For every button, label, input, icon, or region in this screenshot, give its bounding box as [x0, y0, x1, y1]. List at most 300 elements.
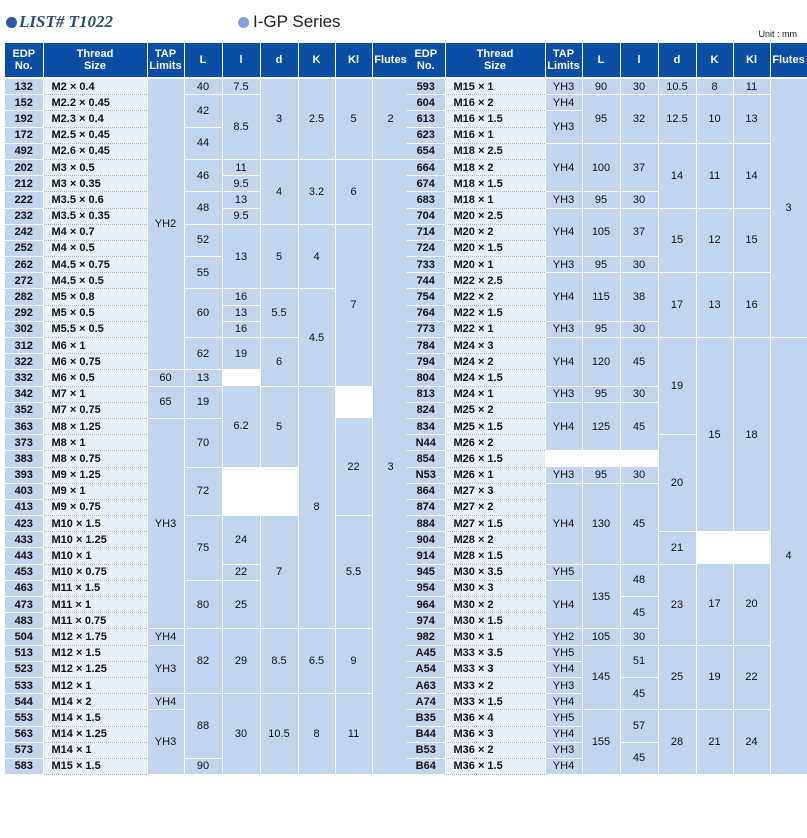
cell-tap-limits: 60 [147, 370, 184, 386]
cell-edp-no: 383 [5, 451, 43, 467]
cell-thread-size: M2 × 0.4 [43, 78, 147, 95]
cell-length-L: 62 [184, 338, 222, 370]
cell-edp-no: 824 [407, 402, 445, 418]
cell-edp-no: 704 [407, 208, 445, 224]
cell-length-L: 120 [582, 338, 620, 387]
table-row [5, 629, 409, 645]
cell-edp-no: 914 [407, 548, 445, 564]
cell-K: 21 [696, 710, 733, 775]
cell-length-L: 90 [184, 758, 222, 774]
cell-length-l: 8.5 [222, 95, 260, 160]
cell-tap-limits: YH3 [147, 645, 184, 694]
cell-thread-size: M3 × 0.35 [43, 176, 147, 192]
cell-thread-size: M4.5 × 0.5 [43, 273, 147, 289]
cell-length-L: 82 [184, 629, 222, 694]
cell-edp-no: 463 [5, 580, 43, 596]
cell-edp-no: 332 [5, 370, 43, 386]
cell-diameter-d: 5 [260, 224, 298, 289]
cell-length-L: 105 [582, 208, 620, 257]
cell-tap-limits: YH3 [545, 742, 582, 758]
cell-edp-no: 904 [407, 532, 445, 548]
column-header-flutes: Flutes [770, 43, 807, 78]
cell-edp-no: 533 [5, 677, 43, 693]
cell-thread-size: M33 × 2 [445, 677, 545, 693]
cell-thread-size: M6 × 1 [43, 338, 147, 354]
column-header-Kl: Kl [335, 43, 372, 78]
cell-edp-no: 222 [5, 192, 43, 208]
cell-length-L: 95 [582, 257, 620, 273]
cell-tap-limits: YH3 [545, 111, 582, 143]
cell-edp-no: B44 [407, 726, 445, 742]
cell-Kl: 22 [733, 645, 770, 710]
cell-thread-size: M2.6 × 0.45 [43, 143, 147, 159]
cell-length-l: 22 [222, 564, 260, 580]
cell-length-L: 72 [184, 467, 222, 516]
cell-tap-limits: YH3 [147, 710, 184, 775]
cell-length-l: 9.5 [222, 176, 260, 192]
cell-edp-no: 813 [407, 386, 445, 402]
cell-thread-size: M12 × 1.25 [43, 661, 147, 677]
cell-Kl: 6 [335, 159, 372, 224]
cell-length-l: 13 [222, 192, 260, 208]
cell-thread-size: M4 × 0.7 [43, 224, 147, 240]
column-header-tap-limits: TAP Limits [147, 43, 184, 78]
cell-thread-size: M14 × 1.5 [43, 710, 147, 726]
column-header-length-L: L [184, 43, 222, 78]
cell-thread-size: M9 × 0.75 [43, 499, 147, 515]
cell-length-l: 37 [620, 143, 658, 192]
cell-tap-limits: YH3 [545, 78, 582, 95]
table-row [407, 338, 807, 354]
cell-tap-limits: YH4 [545, 694, 582, 710]
cell-thread-size: M8 × 1.25 [43, 418, 147, 434]
cell-edp-no: 683 [407, 192, 445, 208]
cell-thread-size: M26 × 2 [445, 435, 545, 451]
cell-length-L: 115 [582, 273, 620, 322]
cell-tap-limits: 65 [147, 386, 184, 418]
cell-edp-no: 945 [407, 564, 445, 580]
cell-diameter-d: 3 [260, 78, 298, 159]
cell-diameter-d: 25 [658, 645, 696, 710]
cell-diameter-d: 5 [260, 386, 298, 467]
cell-length-L: 13 [184, 370, 222, 386]
cell-diameter-d: 23 [658, 564, 696, 645]
cell-edp-no: 724 [407, 240, 445, 256]
cell-tap-limits: YH3 [545, 192, 582, 208]
cell-tap-limits: YH4 [545, 208, 582, 257]
cell-thread-size: M30 × 3.5 [445, 564, 545, 580]
list-number-heading [6, 10, 113, 34]
column-header-K: K [696, 43, 733, 78]
column-header-thread-size: Thread Size [445, 43, 545, 78]
cell-thread-size: M20 × 2.5 [445, 208, 545, 224]
cell-edp-no: 312 [5, 338, 43, 354]
cell-Kl: 11 [733, 78, 770, 95]
cell-thread-size: M16 × 1.5 [445, 111, 545, 127]
cell-edp-no: 854 [407, 451, 445, 467]
cell-thread-size: M3 × 0.5 [43, 159, 147, 175]
column-header-diameter-d: d [658, 43, 696, 78]
cell-tap-limits: YH5 [545, 710, 582, 726]
cell-thread-size: M5 × 0.8 [43, 289, 147, 305]
cell-K: 19 [696, 645, 733, 710]
column-header-edp-no: EDP No. [5, 43, 43, 78]
cell-K: 8 [696, 78, 733, 95]
cell-tap-limits: YH2 [545, 629, 582, 645]
cell-diameter-d: 20 [658, 435, 696, 532]
cell-thread-size: M36 × 1.5 [445, 758, 545, 774]
cell-length-l: 30 [620, 386, 658, 402]
cell-thread-size: M10 × 0.75 [43, 564, 147, 580]
cell-edp-no: 754 [407, 289, 445, 305]
cell-edp-no: 764 [407, 305, 445, 321]
cell-thread-size: M2.5 × 0.45 [43, 127, 147, 143]
cell-edp-no: 363 [5, 418, 43, 434]
cell-length-l: 25 [222, 580, 260, 629]
cell-K: 6.5 [298, 629, 335, 694]
cell-edp-no: 192 [5, 111, 43, 127]
cell-Kl: 11 [335, 694, 372, 775]
table-row [407, 208, 807, 224]
cell-edp-no: 202 [5, 159, 43, 175]
table-row [5, 224, 409, 240]
header-row [5, 43, 409, 78]
cell-length-L: 70 [184, 418, 222, 467]
cell-K: 11 [696, 143, 733, 208]
cell-thread-size: M11 × 0.75 [43, 613, 147, 629]
cell-thread-size: M2.2 × 0.45 [43, 95, 147, 111]
cell-diameter-d: 6 [260, 338, 298, 387]
cell-edp-no: 623 [407, 127, 445, 143]
cell-length-L: 60 [184, 289, 222, 338]
cell-length-L: 42 [184, 95, 222, 127]
cell-edp-no: 352 [5, 402, 43, 418]
cell-thread-size: M2.3 × 0.4 [43, 111, 147, 127]
cell-Kl: 13 [733, 95, 770, 144]
table-row [5, 159, 409, 175]
cell-thread-size: M14 × 1 [43, 742, 147, 758]
cell-thread-size: M27 × 3 [445, 483, 545, 499]
cell-edp-no: 834 [407, 418, 445, 434]
cell-flutes: 3 [372, 159, 409, 774]
cell-thread-size: M18 × 1 [445, 192, 545, 208]
cell-thread-size: M6 × 0.75 [43, 354, 147, 370]
cell-edp-no: 573 [5, 742, 43, 758]
table-row [407, 564, 807, 580]
cell-thread-size: M24 × 3 [445, 338, 545, 354]
cell-edp-no: 563 [5, 726, 43, 742]
cell-edp-no: 884 [407, 516, 445, 532]
cell-thread-size: M27 × 2 [445, 499, 545, 515]
column-header-length-l: l [620, 43, 658, 78]
cell-diameter-d: 15 [658, 208, 696, 273]
cell-edp-no: 523 [5, 661, 43, 677]
cell-edp-no: 804 [407, 370, 445, 386]
cell-edp-no: 282 [5, 289, 43, 305]
cell-tap-limits: YH4 [545, 726, 582, 742]
cell-edp-no: 593 [407, 78, 445, 95]
cell-K: 3.2 [298, 159, 335, 224]
cell-edp-no: 954 [407, 580, 445, 596]
cell-thread-size: M3.5 × 0.6 [43, 192, 147, 208]
cell-thread-size: M25 × 2 [445, 402, 545, 418]
cell-edp-no: B64 [407, 758, 445, 774]
cell-thread-size: M18 × 2 [445, 159, 545, 175]
cell-edp-no: 433 [5, 532, 43, 548]
cell-diameter-d: 12.5 [658, 95, 696, 144]
cell-tap-limits: YH4 [545, 143, 582, 192]
cell-edp-no: A54 [407, 661, 445, 677]
cell-thread-size: M5.5 × 0.5 [43, 321, 147, 337]
cell-thread-size: M22 × 2.5 [445, 273, 545, 289]
cell-edp-no: 784 [407, 338, 445, 354]
cell-tap-limits: YH4 [147, 629, 184, 645]
cell-edp-no: 272 [5, 273, 43, 289]
cell-tap-limits: YH3 [545, 467, 582, 483]
cell-edp-no: 864 [407, 483, 445, 499]
cell-length-l: 11 [222, 159, 260, 175]
series-heading [238, 10, 341, 34]
cell-thread-size: M30 × 3 [445, 580, 545, 596]
unit-label: Unit : mm [758, 29, 797, 39]
cell-thread-size: M33 × 3.5 [445, 645, 545, 661]
cell-edp-no: 212 [5, 176, 43, 192]
cell-length-L: 135 [582, 564, 620, 629]
cell-thread-size: M9 × 1.25 [43, 467, 147, 483]
cell-diameter-d: 7 [260, 516, 298, 629]
cell-length-l: 16 [222, 321, 260, 337]
cell-thread-size: M36 × 2 [445, 742, 545, 758]
cell-thread-size: M10 × 1.5 [43, 516, 147, 532]
cell-thread-size: M30 × 1.5 [445, 613, 545, 629]
cell-edp-no: A45 [407, 645, 445, 661]
list-number-label: LIST# T1022 [19, 12, 113, 31]
cell-Kl: 24 [733, 710, 770, 775]
cell-thread-size: M24 × 1 [445, 386, 545, 402]
cell-thread-size: M14 × 1.25 [43, 726, 147, 742]
cell-edp-no: A74 [407, 694, 445, 710]
cell-edp-no: 252 [5, 240, 43, 256]
cell-length-L: 95 [582, 321, 620, 337]
cell-length-l: 29 [222, 629, 260, 694]
cell-Kl: 22 [335, 418, 372, 515]
tap-spec-table-right [407, 43, 807, 775]
cell-thread-size: M24 × 1.5 [445, 370, 545, 386]
cell-length-l: 45 [620, 402, 658, 451]
cell-thread-size: M7 × 1 [43, 386, 147, 402]
cell-thread-size: M11 × 1.5 [43, 580, 147, 596]
cell-thread-size: M11 × 1 [43, 597, 147, 613]
cell-edp-no: 794 [407, 354, 445, 370]
cell-thread-size: M30 × 2 [445, 597, 545, 613]
cell-tap-limits: YH4 [545, 95, 582, 111]
cell-edp-no: 413 [5, 499, 43, 515]
cell-edp-no: 302 [5, 321, 43, 337]
cell-edp-no: 443 [5, 548, 43, 564]
cell-thread-size: M20 × 1 [445, 257, 545, 273]
cell-length-L: 125 [582, 402, 620, 451]
cell-diameter-d: 17 [658, 273, 696, 338]
cell-edp-no: N53 [407, 467, 445, 483]
cell-thread-size: M14 × 2 [43, 694, 147, 710]
cell-thread-size: M20 × 2 [445, 224, 545, 240]
cell-length-L: 95 [582, 192, 620, 208]
cell-edp-no: N44 [407, 435, 445, 451]
cell-edp-no: 664 [407, 159, 445, 175]
column-header-length-L: L [582, 43, 620, 78]
cell-length-l: 24 [222, 516, 260, 565]
cell-length-L: 75 [184, 516, 222, 581]
cell-K: 15 [696, 338, 733, 532]
cell-flutes: 3 [770, 78, 807, 338]
cell-edp-no: 544 [5, 694, 43, 710]
table-row [407, 78, 807, 95]
cell-thread-size: M4 × 0.5 [43, 240, 147, 256]
cell-K: 8 [298, 694, 335, 775]
cell-length-L: 95 [582, 386, 620, 402]
table-row [5, 694, 409, 710]
cell-length-l: 57 [620, 710, 658, 742]
cell-tap-limits: YH3 [147, 418, 184, 628]
cell-edp-no: 393 [5, 467, 43, 483]
bullet-icon [6, 17, 17, 28]
cell-length-L: 48 [184, 192, 222, 224]
cell-K: 4 [298, 224, 335, 289]
cell-tap-limits: YH3 [545, 386, 582, 402]
cell-thread-size: M27 × 1.5 [445, 516, 545, 532]
cell-thread-size: M33 × 1.5 [445, 694, 545, 710]
cell-length-L: 44 [184, 127, 222, 159]
cell-length-l: 45 [620, 597, 658, 629]
cell-edp-no: 342 [5, 386, 43, 402]
cell-edp-no: 744 [407, 273, 445, 289]
cell-tap-limits: YH5 [545, 645, 582, 661]
cell-length-L: 105 [582, 629, 620, 645]
cell-length-L: 19 [184, 386, 222, 418]
cell-flutes: 4 [770, 338, 807, 775]
cell-edp-no: A63 [407, 677, 445, 693]
cell-K: 17 [696, 564, 733, 645]
cell-length-L: 155 [582, 710, 620, 775]
cell-edp-no: 654 [407, 143, 445, 159]
cell-diameter-d: 5.5 [260, 289, 298, 338]
table-row [407, 95, 807, 111]
column-header-edp-no: EDP No. [407, 43, 445, 78]
cell-edp-no: 733 [407, 257, 445, 273]
cell-K: 4.5 [298, 289, 335, 386]
cell-length-l: 30 [620, 78, 658, 95]
cell-thread-size: M15 × 1.5 [43, 758, 147, 774]
table-row [5, 78, 409, 95]
tap-spec-table-left [5, 43, 410, 775]
cell-thread-size: M36 × 4 [445, 710, 545, 726]
cell-length-l: 30 [620, 192, 658, 208]
cell-diameter-d: 28 [658, 710, 696, 775]
cell-edp-no: 982 [407, 629, 445, 645]
cell-thread-size: M24 × 2 [445, 354, 545, 370]
cell-thread-size: M22 × 1.5 [445, 305, 545, 321]
cell-edp-no: 714 [407, 224, 445, 240]
cell-K: 10 [696, 95, 733, 144]
cell-diameter-d: 10.5 [260, 694, 298, 775]
cell-Kl: 7 [335, 224, 372, 386]
cell-edp-no: 604 [407, 95, 445, 111]
cell-tap-limits: YH3 [545, 677, 582, 693]
cell-thread-size: M26 × 1.5 [445, 451, 545, 467]
cell-edp-no: 242 [5, 224, 43, 240]
cell-edp-no: 483 [5, 613, 43, 629]
table-row [5, 418, 409, 434]
cell-edp-no: 613 [407, 111, 445, 127]
cell-diameter-d: 14 [658, 143, 696, 208]
cell-diameter-d: 8.5 [260, 629, 298, 694]
cell-thread-size: M20 × 1.5 [445, 240, 545, 256]
cell-edp-no: 964 [407, 597, 445, 613]
cell-Kl: 5 [335, 78, 372, 159]
cell-length-l: 6.2 [222, 386, 260, 467]
cell-tap-limits: YH2 [147, 78, 184, 370]
cell-diameter-d: 21 [658, 532, 696, 564]
column-header-K: K [298, 43, 335, 78]
cell-length-L: 130 [582, 483, 620, 564]
cell-K: 13 [696, 273, 733, 338]
cell-length-l: 45 [620, 483, 658, 564]
cell-thread-size: M16 × 1 [445, 127, 545, 143]
cell-length-l: 30 [222, 694, 260, 775]
cell-Kl: 5.5 [335, 516, 372, 629]
bullet-icon [238, 17, 249, 28]
cell-edp-no: 292 [5, 305, 43, 321]
cell-edp-no: 262 [5, 257, 43, 273]
cell-K: 2.5 [298, 78, 335, 159]
cell-tap-limits: YH4 [147, 694, 184, 710]
cell-length-l: 37 [620, 208, 658, 257]
cell-thread-size: M28 × 2 [445, 532, 545, 548]
column-header-Kl: Kl [733, 43, 770, 78]
header-row [407, 43, 807, 78]
cell-length-l: 13 [222, 305, 260, 321]
cell-tap-limits: YH4 [545, 580, 582, 629]
cell-length-l: 30 [620, 321, 658, 337]
table-row [407, 710, 807, 726]
cell-edp-no: 874 [407, 499, 445, 515]
cell-thread-size: M8 × 0.75 [43, 451, 147, 467]
cell-edp-no: 513 [5, 645, 43, 661]
table-row [407, 143, 807, 159]
cell-length-L: 95 [582, 95, 620, 144]
cell-length-l: 30 [620, 257, 658, 273]
cell-length-l: 32 [620, 95, 658, 144]
cell-length-l: 48 [620, 564, 658, 596]
cell-thread-size: M16 × 2 [445, 95, 545, 111]
cell-thread-size: M30 × 1 [445, 629, 545, 645]
cell-tap-limits: YH4 [545, 758, 582, 774]
cell-Kl: 16 [733, 273, 770, 338]
cell-Kl: 14 [733, 143, 770, 208]
cell-thread-size: M10 × 1.25 [43, 532, 147, 548]
cell-edp-no: 132 [5, 78, 43, 95]
cell-thread-size: M22 × 2 [445, 289, 545, 305]
cell-length-l: 9.5 [222, 208, 260, 224]
cell-tap-limits: YH5 [545, 564, 582, 580]
cell-thread-size: M8 × 1 [43, 435, 147, 451]
cell-K: 8 [298, 386, 335, 629]
cell-thread-size: M4.5 × 0.75 [43, 257, 147, 273]
cell-tap-limits: YH4 [545, 483, 582, 564]
cell-tap-limits: YH4 [545, 402, 582, 451]
cell-length-l: 7.5 [222, 78, 260, 95]
cell-length-l: 45 [620, 677, 658, 709]
